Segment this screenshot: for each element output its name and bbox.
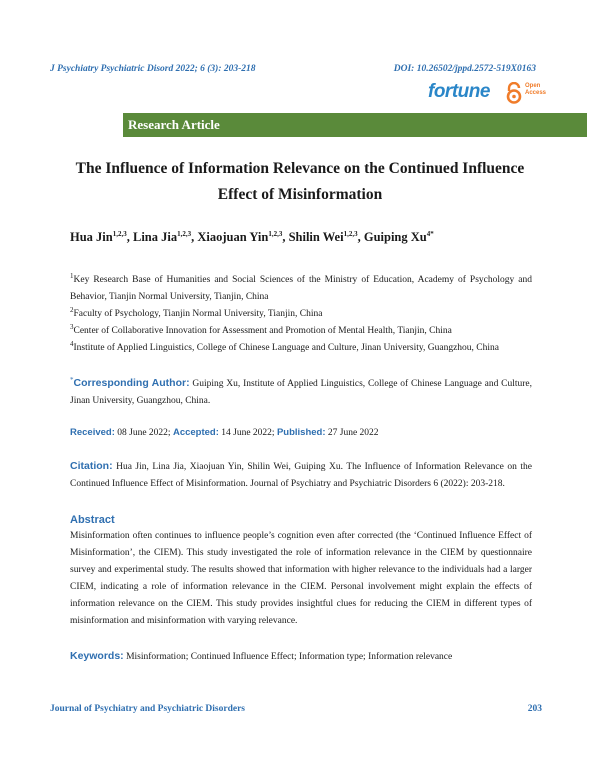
- doi-header[interactable]: DOI: 10.26502/jppd.2572-519X0163: [393, 64, 536, 74]
- affiliation: $^1$Key Research Base of Humanities and Social Sciences of the Ministry of Education, Academy of Psychology and Behavior, Tianjin Normal University, Tianjin, China: [70, 272, 532, 303]
- citation: [70, 458, 532, 493]
- published-label: Published:: [276, 427, 326, 438]
- author: Xiaojuan Yin$^{1,2,3}$,: [197, 230, 289, 245]
- affiliation: $^2$Faculty of Psychology, Tianjin Normal University, Tianjin, China: [70, 306, 323, 320]
- corresponding-text: Guiping Xu, Institute of Applied Linguistics, College of Chinese Language and Culture, Jinan University, Guangzhou, China.: [70, 379, 532, 407]
- open-access-label: Open Access: [525, 83, 547, 96]
- corresponding-star: *: [70, 376, 74, 384]
- keywords-label: Keywords:: [70, 650, 124, 662]
- affiliation: $^3$Center of Collaborative Innovation for Assessment and Promotion of Mental Health, Tianjin, China: [70, 323, 452, 337]
- corresponding-label: Corresponding Author:: [73, 377, 190, 390]
- accepted-label: Accepted:: [172, 427, 219, 438]
- author: Lina Jia$^{1,2,3}$,: [132, 230, 198, 245]
- open-access-icon: [504, 82, 524, 104]
- keywords-text: Misinformation; Continued Influence Effect; Information type; Information relevance: [123, 652, 453, 662]
- corresponding-author: [70, 372, 532, 410]
- article-title: [60, 156, 540, 208]
- journal-citation-header: J Psychiatry Psychiatric Disord 2022; 6 (3): 203-218: [50, 64, 256, 74]
- abstract-heading: Abstract: [70, 514, 115, 526]
- author: Shilin Wei$^{1,2,3}$,: [288, 230, 364, 245]
- abstract-text: Misinformation often continues to influence people’s cognition even after corrected (the ‘Continued Influence Effect of Misinformation’, the CIEM). This study investigated the role of information relevance in the CIEM by questionnaire survey and experimental study. The results showed that information with higher relevance to the individuals had a larger CIEM, indicating a role of information relevance in the CIEM. Personal involvement might explain the effects of information relevance on the CIEM. This study provides insightful clues for reducing the CIEM in different types of misinformation and misinformation with varying relevance.: [70, 531, 532, 626]
- footer-journal-name: Journal of Psychiatry and Psychiatric Disorders: [50, 704, 246, 714]
- article-type-band: [123, 113, 587, 137]
- accepted-date: 14 June 2022;: [218, 428, 277, 438]
- received-label: Received:: [70, 427, 115, 438]
- author: Guiping $Xu^{4*}$: [363, 230, 434, 245]
- author-list: [70, 230, 434, 245]
- affiliation: $^4$Institute of Applied Linguistics, College of Chinese Language and Culture, Jinan University, Guangzhou, China: [70, 340, 499, 354]
- article-type-label: Research Article: [128, 117, 220, 132]
- article-title-line: The Influence of Information Relevance on the Continued Influence: [75, 160, 525, 177]
- page-number: 203: [527, 704, 542, 714]
- published-date: 27 June 2022: [325, 428, 379, 438]
- keywords: [70, 648, 532, 666]
- fortune-logo: [428, 80, 546, 106]
- citation-label: Citation:: [70, 460, 113, 472]
- fortune-logo-wordmark: fortune: [428, 81, 490, 102]
- citation-text: Hua Jin, Lina Jia, Xiaojuan Yin, Shilin Wei, Guiping Xu. The Influence of Information Relevance on the Continued Influence Effect of Misinformation. Journal of Psychiatry and Psychiatric Disorders 6 (2022): 203-218.: [70, 462, 532, 489]
- author: Hua Jin$^{1,2,3}$,: [70, 230, 133, 245]
- article-title-line: Effect of Misinformation: [217, 186, 383, 203]
- publication-dates: [70, 424, 532, 442]
- received-date: 08 June 2022;: [114, 428, 173, 438]
